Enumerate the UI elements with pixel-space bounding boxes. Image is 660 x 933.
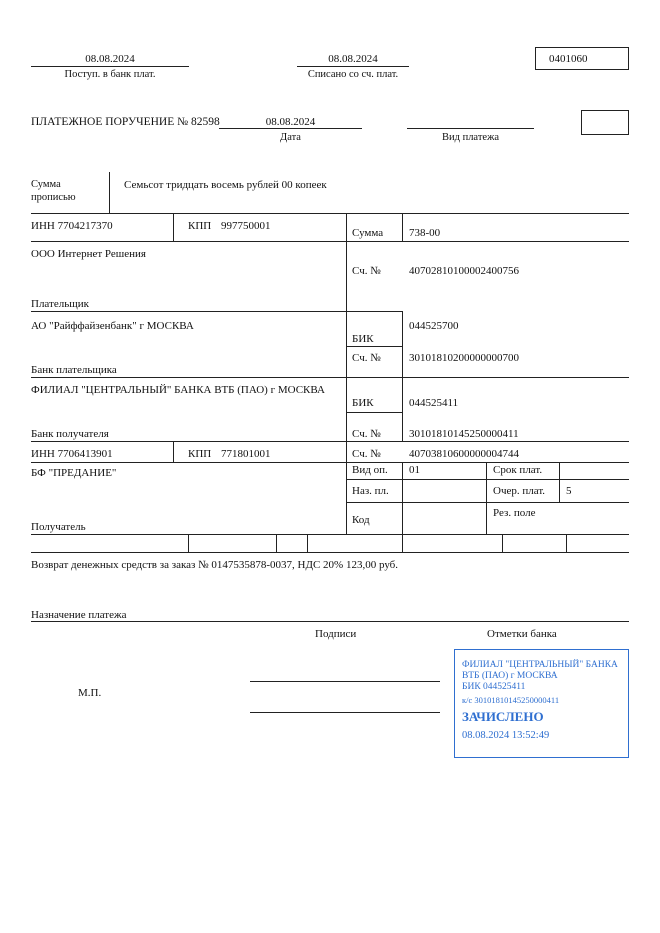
vline-tax-5	[502, 534, 503, 552]
payee-kpp-label: КПП	[188, 448, 212, 460]
payer-bank-account-label: Сч. №	[352, 352, 381, 364]
amount-label: Сумма	[352, 227, 384, 239]
vline-values-4	[402, 462, 403, 534]
received-date-line	[31, 66, 189, 67]
seal-label: М.П.	[78, 687, 102, 699]
grid-line-op-type	[346, 479, 629, 480]
stamp-line-2: ВТБ (ПАО) г МОСКВА	[462, 671, 558, 681]
stamp-timestamp: 08.08.2024 13:52:49	[462, 730, 550, 741]
order-title: ПЛАТЕЖНОЕ ПОРУЧЕНИЕ № 82598	[31, 116, 220, 128]
amount-words-label-1: Сумма	[31, 179, 61, 190]
grid-line-purpose-code	[346, 502, 629, 503]
vline-tax-1	[188, 534, 189, 552]
op-type-label: Вид оп.	[352, 464, 388, 476]
grid-line-account1	[346, 311, 402, 312]
stamp-status: ЗАЧИСЛЕНО	[462, 709, 544, 724]
purpose-code-label: Наз. пл.	[352, 485, 389, 497]
payee-kpp: 771801001	[221, 448, 271, 460]
payer-bank-account: 30101810200000000700	[409, 352, 519, 364]
term-label: Срок плат.	[493, 464, 543, 476]
debited-date: 08.08.2024	[328, 53, 378, 65]
stamp-line-4: к/с 30101810145250000411	[462, 695, 560, 705]
vline-values-2	[402, 311, 403, 377]
vline-tax-6	[566, 534, 567, 552]
payer-label: Плательщик	[31, 298, 89, 310]
payer-inn: ИНН 7704217370	[31, 220, 113, 232]
payer-bank-bik: 044525700	[409, 320, 459, 332]
payer-status-box	[581, 110, 629, 135]
grid-line-bik1	[346, 346, 402, 347]
payer-kpp: 997750001	[221, 220, 271, 232]
payer-bank-bik-label: БИК	[352, 333, 374, 345]
grid-line-taxes	[31, 552, 629, 553]
stamp-line-1: ФИЛИАЛ "ЦЕНТРАЛЬНЫЙ" БАНКА	[462, 660, 618, 670]
signatures-label: Подписи	[315, 628, 357, 640]
payee-label: Получатель	[31, 521, 86, 533]
order-date-line	[219, 128, 362, 129]
bank-marks-label: Отметки банка	[487, 628, 557, 640]
vline-kpp	[173, 213, 174, 241]
payee-inn: ИНН 7706413901	[31, 448, 113, 460]
grid-line-payee-account	[346, 462, 629, 463]
grid-line-payer	[31, 311, 346, 312]
payee-account-label: Сч. №	[352, 448, 381, 460]
amount-words-divider	[109, 172, 110, 213]
payee-name: БФ "ПРЕДАНИЕ"	[31, 467, 117, 479]
payer-account-label: Сч. №	[352, 265, 381, 277]
grid-line-inn	[31, 241, 346, 242]
priority: 5	[566, 485, 572, 497]
order-date: 08.08.2024	[265, 116, 316, 128]
vline-main	[346, 213, 347, 534]
payer-kpp-label: КПП	[188, 220, 212, 232]
amount-words-label-2: прописью	[31, 192, 76, 203]
payee-account: 40703810600000004744	[409, 448, 519, 460]
vline-values	[402, 213, 403, 241]
payee-bank-bik-label: БИК	[352, 397, 374, 409]
vline-values-3	[402, 377, 403, 441]
received-label: Поступ. в банк плат.	[64, 69, 156, 80]
vline-payee-kpp	[173, 441, 174, 462]
stamp-line-3: БИК 044525411	[462, 682, 526, 692]
grid-line-payee	[31, 534, 629, 535]
form-code: 0401060	[549, 53, 588, 65]
amount-value: 738-00	[409, 227, 441, 239]
grid-line-bik2	[346, 412, 402, 413]
grid-line-1	[31, 213, 629, 214]
payer-bank-name: АО "Райффайзенбанк" г МОСКВА	[31, 320, 194, 332]
grid-line-payee-inn	[31, 462, 346, 463]
op-type: 01	[409, 464, 420, 476]
signature-line-1	[250, 681, 440, 682]
received-date: 08.08.2024	[85, 53, 135, 65]
amount-words-text: Семьсот тридцать восемь рублей 00 копеек	[124, 179, 327, 191]
reserve-label: Рез. поле	[493, 507, 536, 519]
payee-bank-name: ФИЛИАЛ "ЦЕНТРАЛЬНЫЙ" БАНКА ВТБ (ПАО) г МОСКВА	[31, 384, 325, 396]
debited-label: Списано со сч. плат.	[307, 69, 399, 80]
vline-tax-3	[307, 534, 308, 552]
code-label: Код	[352, 514, 370, 526]
payee-bank-label: Банк получателя	[31, 428, 109, 440]
purpose-line	[31, 621, 629, 622]
vline-details	[486, 462, 487, 534]
payee-bank-bik: 044525411	[409, 397, 459, 409]
order-date-label: Дата	[280, 132, 301, 143]
payer-bank-label: Банк плательщика	[31, 364, 117, 376]
payee-bank-account: 30101810145250000411	[409, 428, 519, 440]
vline-details-2	[559, 462, 560, 502]
debited-date-line	[297, 66, 409, 67]
vline-tax-4	[402, 534, 403, 552]
payer-name: ООО Интернет Решения	[31, 248, 146, 260]
signature-line-2	[250, 712, 440, 713]
grid-line-amount	[346, 241, 629, 242]
purpose-label: Назначение платежа	[31, 609, 127, 621]
payee-bank-account-label: Сч. №	[352, 428, 381, 440]
payer-account: 40702810100002400756	[409, 265, 519, 277]
payment-type-line	[407, 128, 534, 129]
bank-stamp	[454, 649, 629, 758]
grid-line-payer-bank	[31, 377, 629, 378]
vline-tax-2	[276, 534, 277, 552]
grid-line-payee-bank	[31, 441, 629, 442]
purpose-text: Возврат денежных средств за заказ № 0147535878-0037, НДС 20% 123,00 руб.	[31, 559, 399, 571]
priority-label: Очер. плат.	[493, 485, 546, 497]
payment-type-label: Вид платежа	[441, 132, 499, 143]
